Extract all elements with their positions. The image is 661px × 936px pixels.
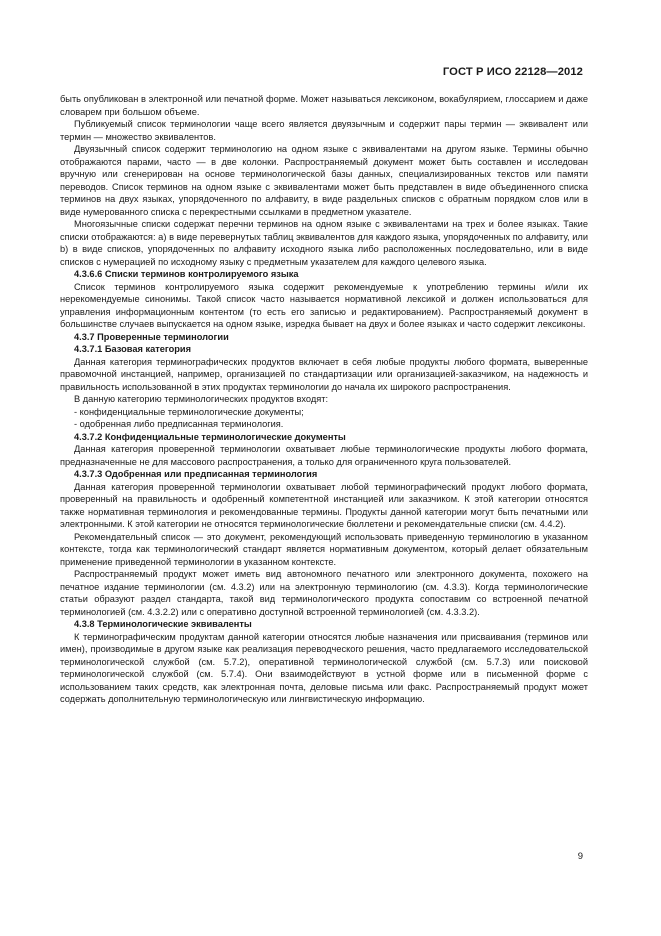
- document-body: [60, 93, 588, 706]
- section-heading: 4.3.7.2 Конфиденциальные терминологические документы: [74, 431, 346, 442]
- document-header: ГОСТ Р ИСО 22128—2012: [442, 66, 583, 78]
- list-item: - конфиденциальные терминологические документы;: [74, 406, 304, 417]
- list-item: - одобренная либо предписанная терминология.: [74, 419, 284, 429]
- paragraph: Двуязычный список содержит терминологию на одном языке с эквивалентами на другом языке. Термины обычно отображаются парами, часто — в две колонки. Распространяемый документ может быть составлен и исследован вручную или сгенерирован на основе терминологической базы данных, специализированных текстов или памяти переводов. Список терминов на одном языке с эквивалентами может быть представлен в виде объединенного списка терминов на двух языках, упорядоченного по алфавиту, в виде раздельных списков с обратным порядком слов или в виде нумерованного списка с перекрестными ссылками в предметном указателе.: [60, 144, 588, 217]
- paragraph: К терминографическим продуктам данной категории относятся любые назначения или присваивания (терминов или имен), производимые в другом языке как реализация переводческого решения, часто предлагаемого исследовательской терминологической службой (см. 5.7.2), оперативной терминологической службой (см. 5.7.3) или поисковой терминологической службой (см. 5.7.4). Они взаимодействуют в устной форме или в письменной форме с использованием таких средств, как электронная почта, деловые письма или факс. Распространяемый продукт может содержать дополнительную терминологическую или лингвистическую информацию.: [60, 631, 588, 704]
- paragraph: Данная категория терминографических продуктов включает в себя любые продукты любого формата, выверенные правомочной инстанцией, например, организацией по стандартизации или организацией-заказчиком, на надежность и правильность использованной в этих продуктах терминологии до начала их широкого распространения.: [60, 356, 588, 392]
- section-heading: 4.3.7 Проверенные терминологии: [74, 331, 229, 342]
- paragraph: Список терминов контролируемого языка содержит рекомендуемые к употреблению термины и/или их нерекомендуемые синонимы. Такой список часто называется нормативной лексикой и должен использоваться для управления информационным контентом (то есть его записью и редактированием). Распространяемый документ в большинстве случаев выпускается на одном языке, изредка бывает на двух и более языках и часто содержит лексиконы.: [60, 281, 588, 329]
- section-heading: 4.3.7.1 Базовая категория: [74, 344, 192, 354]
- paragraph: быть опубликован в электронной или печатной форме. Может называться лексиконом, вокабулярием, глоссарием и даже словарем при большом объеме.: [60, 94, 588, 117]
- paragraph: Данная категория проверенной терминологии охватывает любой терминографический продукт любого формата, проверенный на правильность и одобренный компетентной инстанцией или заказчиком. К этой категории относятся также нормативная терминология и рекомендованные термины. Продукты данной категории могут быть печатными или электронными. К этой категории не относятся терминологические бюллетени и рекомендательные списки (см. 4.4.2).: [60, 481, 588, 529]
- page-number: 9: [577, 851, 583, 862]
- section-heading: 4.3.7.3 Одобренная или предписанная терминология: [74, 469, 318, 479]
- paragraph: Распространяемый продукт может иметь вид автономного печатного или электронного документа, похожего на печатное издание терминологии (см. 4.3.2) или на электронную терминологию (см. 4.3.3). Когда терминологические статьи образуют раздел стандарта, такой вид терминологического продукта сопоставим со встроенной печатной терминологией (см. 4.3.2.2) или с оперативно доступной встроенной терминологией (см. 4.3.3.2).: [60, 569, 588, 617]
- paragraph: Данная категория проверенной терминологии охватывает любые терминологические продукты любого формата, предназначенные не для массового распространения, а только для ограниченного круга пользователей.: [60, 444, 588, 467]
- section-heading: 4.3.6.6 Списки терминов контролируемого языка: [74, 269, 299, 279]
- paragraph: Многоязычные списки содержат перечни терминов на одном языке с эквивалентами на трех и более языках. Такие списки отображаются: а) в виде перевернутых таблиц эквивалентов для каждого языка, упорядоченных по алфавиту, или b) в виде списков, упорядоченных по алфавиту исходного языка либо расположенных последовательно, или в виде списков с нумерацией по исходному языку с предметным указателем для каждого целевого языка.: [60, 219, 588, 267]
- paragraph: Публикуемый список терминологии чаще всего является двуязычным и содержит пары термин — эквивалент или термин — множество эквивалентов.: [60, 119, 588, 142]
- paragraph: В данную категорию терминологических продуктов входят:: [74, 394, 329, 404]
- section-heading: 4.3.8 Терминологические эквиваленты: [74, 619, 252, 629]
- paragraph: Рекомендательный список — это документ, рекомендующий использовать приведенную терминологию в указанном контексте, тогда как терминологический стандарт является нормативным документом, который делает обязательным применение приведенной терминологии в указанном контексте.: [60, 531, 588, 567]
